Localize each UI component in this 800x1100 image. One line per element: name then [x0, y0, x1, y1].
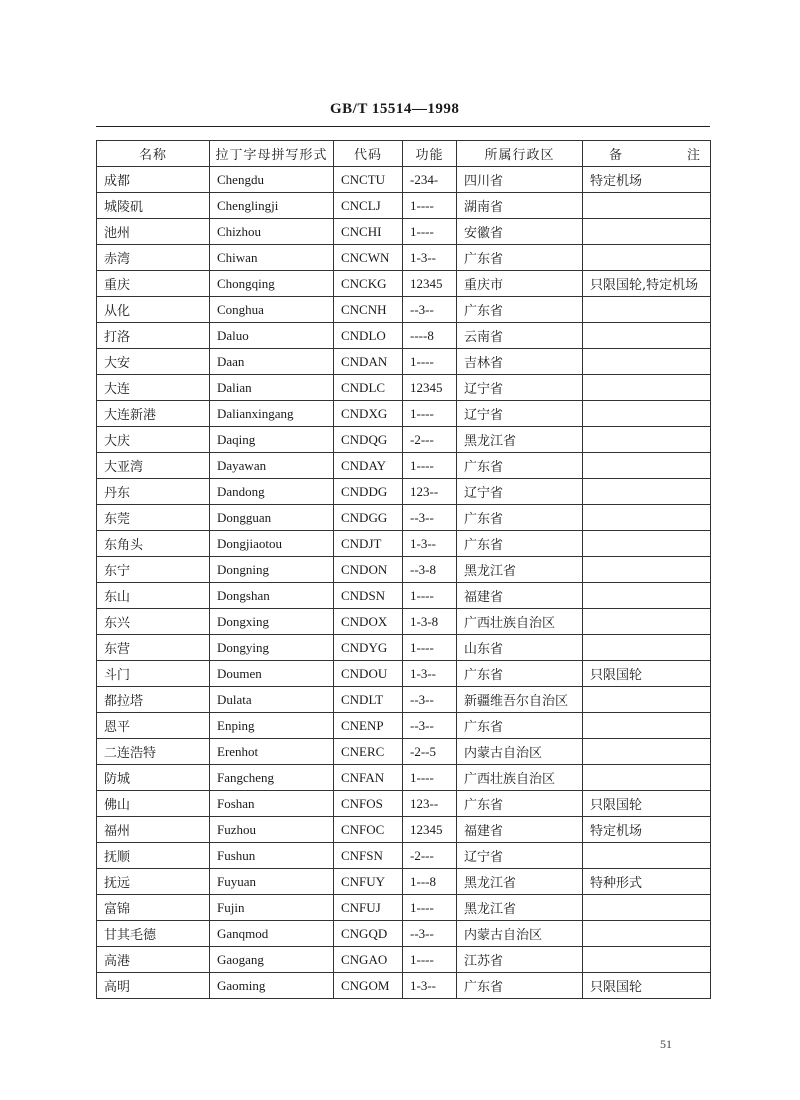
remark-cell	[583, 401, 711, 427]
function-cell: 12345	[403, 817, 457, 843]
place-name-cell: 富锦	[97, 895, 210, 921]
location-code-cell: CNDAY	[334, 453, 403, 479]
remark-cell	[583, 245, 711, 271]
place-name-cell: 池州	[97, 219, 210, 245]
latin-spelling-cell: Daluo	[210, 323, 334, 349]
place-name-cell: 赤湾	[97, 245, 210, 271]
latin-spelling-cell: Dayawan	[210, 453, 334, 479]
latin-spelling-cell: Dongxing	[210, 609, 334, 635]
table-row	[97, 739, 711, 765]
function-cell: 1----	[403, 895, 457, 921]
function-cell: 1----	[403, 193, 457, 219]
function-cell: 1----	[403, 401, 457, 427]
latin-spelling-cell: Fuyuan	[210, 869, 334, 895]
admin-region-cell: 广西壮族自治区	[457, 609, 583, 635]
admin-region-cell: 辽宁省	[457, 375, 583, 401]
place-name-cell: 斗门	[97, 661, 210, 687]
latin-spelling-cell: Daan	[210, 349, 334, 375]
function-cell: 123--	[403, 479, 457, 505]
function-cell: 1----	[403, 349, 457, 375]
function-cell: 1-3--	[403, 531, 457, 557]
table-row	[97, 765, 711, 791]
place-name-cell: 佛山	[97, 791, 210, 817]
remark-cell	[583, 453, 711, 479]
location-code-cell: CNCKG	[334, 271, 403, 297]
remark-cell: 特定机场	[583, 167, 711, 193]
function-cell: 1-3--	[403, 973, 457, 999]
function-cell: --3--	[403, 505, 457, 531]
function-cell: --3--	[403, 713, 457, 739]
remark-cell	[583, 323, 711, 349]
location-code-cell: CNFUJ	[334, 895, 403, 921]
admin-region-cell: 吉林省	[457, 349, 583, 375]
column-header-latin: 拉丁字母拼写形式	[210, 141, 334, 167]
column-header-function: 功能	[403, 141, 457, 167]
remark-cell: 只限国轮	[583, 973, 711, 999]
function-cell: -2--5	[403, 739, 457, 765]
admin-region-cell: 福建省	[457, 817, 583, 843]
header-row	[97, 141, 711, 167]
admin-region-cell: 新疆维吾尔自治区	[457, 687, 583, 713]
remark-cell	[583, 583, 711, 609]
remark-cell	[583, 297, 711, 323]
function-cell: 1----	[403, 947, 457, 973]
remark-cell: 只限国轮	[583, 661, 711, 687]
table-row	[97, 167, 711, 193]
place-name-cell: 东宁	[97, 557, 210, 583]
admin-region-cell: 辽宁省	[457, 843, 583, 869]
location-code-cell: CNDYG	[334, 635, 403, 661]
latin-spelling-cell: Chongqing	[210, 271, 334, 297]
location-code-cell: CNCWN	[334, 245, 403, 271]
location-code-cell: CNFSN	[334, 843, 403, 869]
remark-cell: 只限国轮	[583, 791, 711, 817]
table-row	[97, 921, 711, 947]
place-name-cell: 二连浩特	[97, 739, 210, 765]
place-name-cell: 防城	[97, 765, 210, 791]
remark-cell	[583, 375, 711, 401]
function-cell: -2---	[403, 843, 457, 869]
place-name-cell: 都拉塔	[97, 687, 210, 713]
function-cell: ----8	[403, 323, 457, 349]
place-name-cell: 从化	[97, 297, 210, 323]
latin-spelling-cell: Dalian	[210, 375, 334, 401]
location-code-cell: CNGOM	[334, 973, 403, 999]
function-cell: 12345	[403, 375, 457, 401]
location-code-table	[96, 140, 727, 999]
function-cell: 1-3--	[403, 245, 457, 271]
remark-cell: 特种形式	[583, 869, 711, 895]
table-row	[97, 869, 711, 895]
remark-cell	[583, 609, 711, 635]
function-cell: 1----	[403, 635, 457, 661]
admin-region-cell: 山东省	[457, 635, 583, 661]
table-row	[97, 193, 711, 219]
latin-spelling-cell: Erenhot	[210, 739, 334, 765]
latin-spelling-cell: Doumen	[210, 661, 334, 687]
table-row	[97, 271, 711, 297]
place-name-cell: 大庆	[97, 427, 210, 453]
location-code-cell: CNCHI	[334, 219, 403, 245]
location-code-cell: CNCNH	[334, 297, 403, 323]
function-cell: 1-3-8	[403, 609, 457, 635]
remark-cell	[583, 349, 711, 375]
latin-spelling-cell: Gaogang	[210, 947, 334, 973]
admin-region-cell: 重庆市	[457, 271, 583, 297]
location-code-cell: CNGQD	[334, 921, 403, 947]
place-name-cell: 大安	[97, 349, 210, 375]
admin-region-cell: 福建省	[457, 583, 583, 609]
admin-region-cell: 广东省	[457, 973, 583, 999]
location-code-cell: CNCTU	[334, 167, 403, 193]
latin-spelling-cell: Enping	[210, 713, 334, 739]
place-name-cell: 高港	[97, 947, 210, 973]
admin-region-cell: 黑龙江省	[457, 895, 583, 921]
table-row	[97, 401, 711, 427]
remark-cell	[583, 635, 711, 661]
function-cell: -234-	[403, 167, 457, 193]
latin-spelling-cell: Dandong	[210, 479, 334, 505]
location-code-cell: CNDSN	[334, 583, 403, 609]
admin-region-cell: 广东省	[457, 531, 583, 557]
table-row	[97, 479, 711, 505]
place-name-cell: 成都	[97, 167, 210, 193]
place-name-cell: 高明	[97, 973, 210, 999]
latin-spelling-cell: Dongjiaotou	[210, 531, 334, 557]
latin-spelling-cell: Fushun	[210, 843, 334, 869]
function-cell: 1----	[403, 219, 457, 245]
location-code-cell: CNERC	[334, 739, 403, 765]
table-header	[97, 141, 727, 167]
latin-spelling-cell: Fuzhou	[210, 817, 334, 843]
table-row	[97, 895, 711, 921]
function-cell: 12345	[403, 271, 457, 297]
place-name-cell: 东莞	[97, 505, 210, 531]
table-row	[97, 843, 711, 869]
table-row	[97, 427, 711, 453]
remark-cell	[583, 921, 711, 947]
location-code-cell: CNDDG	[334, 479, 403, 505]
admin-region-cell: 广西壮族自治区	[457, 765, 583, 791]
table-row	[97, 505, 711, 531]
location-code-cell: CNDAN	[334, 349, 403, 375]
standard-number-header: GB/T 15514—1998	[330, 101, 460, 117]
table-row	[97, 817, 711, 843]
function-cell: --3--	[403, 297, 457, 323]
function-cell: 1---8	[403, 869, 457, 895]
latin-spelling-cell: Dalianxingang	[210, 401, 334, 427]
remark-cell	[583, 895, 711, 921]
latin-spelling-cell: Dongning	[210, 557, 334, 583]
column-header-name: 名称	[97, 141, 210, 167]
location-code-cell: CNDXG	[334, 401, 403, 427]
location-code-cell: CNDOU	[334, 661, 403, 687]
latin-spelling-cell: Fujin	[210, 895, 334, 921]
location-code-cell: CNDLT	[334, 687, 403, 713]
table-row	[97, 635, 711, 661]
admin-region-cell: 辽宁省	[457, 479, 583, 505]
place-name-cell: 甘其毛德	[97, 921, 210, 947]
admin-region-cell: 广东省	[457, 713, 583, 739]
remark-cell	[583, 427, 711, 453]
remark-cell	[583, 765, 711, 791]
table-row	[97, 661, 711, 687]
remark-cell	[583, 505, 711, 531]
location-code-cell: CNENP	[334, 713, 403, 739]
table-row	[97, 973, 711, 999]
location-code-cell: CNGAO	[334, 947, 403, 973]
admin-region-cell: 内蒙古自治区	[457, 921, 583, 947]
place-name-cell: 抚远	[97, 869, 210, 895]
location-code-cell: CNDJT	[334, 531, 403, 557]
location-code-cell: CNFOS	[334, 791, 403, 817]
admin-region-cell: 广东省	[457, 505, 583, 531]
latin-spelling-cell: Dongying	[210, 635, 334, 661]
admin-region-cell: 广东省	[457, 297, 583, 323]
table-row	[97, 531, 711, 557]
remark-cell	[583, 687, 711, 713]
place-name-cell: 东兴	[97, 609, 210, 635]
latin-spelling-cell: Chenglingji	[210, 193, 334, 219]
remark-cell	[583, 947, 711, 973]
function-cell: 1----	[403, 583, 457, 609]
table-row	[97, 453, 711, 479]
admin-region-cell: 湖南省	[457, 193, 583, 219]
latin-spelling-cell: Chizhou	[210, 219, 334, 245]
function-cell: --3--	[403, 921, 457, 947]
table-row	[97, 245, 711, 271]
table-row	[97, 375, 711, 401]
admin-region-cell: 云南省	[457, 323, 583, 349]
remark-cell	[583, 739, 711, 765]
latin-spelling-cell: Dongguan	[210, 505, 334, 531]
latin-spelling-cell: Ganqmod	[210, 921, 334, 947]
remark-cell	[583, 193, 711, 219]
latin-spelling-cell: Chiwan	[210, 245, 334, 271]
remark-cell	[583, 557, 711, 583]
latin-spelling-cell: Dulata	[210, 687, 334, 713]
latin-spelling-cell: Dongshan	[210, 583, 334, 609]
location-code-cell: CNDLC	[334, 375, 403, 401]
table-row	[97, 583, 711, 609]
location-code-cell: CNDQG	[334, 427, 403, 453]
function-cell: 123--	[403, 791, 457, 817]
location-code-cell: CNDGG	[334, 505, 403, 531]
remark-cell	[583, 713, 711, 739]
place-name-cell: 大连新港	[97, 401, 210, 427]
place-name-cell: 抚顺	[97, 843, 210, 869]
page-number: 51	[660, 1037, 672, 1051]
column-header-remark: 备 注	[583, 141, 711, 167]
location-code-cell: CNCLJ	[334, 193, 403, 219]
remark-cell: 只限国轮,特定机场	[583, 271, 711, 297]
header-rule	[96, 126, 710, 127]
function-cell: 1----	[403, 453, 457, 479]
location-code-cell: CNFOC	[334, 817, 403, 843]
table-row	[97, 687, 711, 713]
admin-region-cell: 广东省	[457, 791, 583, 817]
admin-region-cell: 黑龙江省	[457, 427, 583, 453]
location-code-cell: CNDLO	[334, 323, 403, 349]
location-code-cell: CNFAN	[334, 765, 403, 791]
admin-region-cell: 黑龙江省	[457, 557, 583, 583]
place-name-cell: 东角头	[97, 531, 210, 557]
table-row	[97, 947, 711, 973]
admin-region-cell: 四川省	[457, 167, 583, 193]
place-name-cell: 大亚湾	[97, 453, 210, 479]
latin-spelling-cell: Fangcheng	[210, 765, 334, 791]
admin-region-cell: 黑龙江省	[457, 869, 583, 895]
latin-spelling-cell: Foshan	[210, 791, 334, 817]
function-cell: --3-8	[403, 557, 457, 583]
admin-region-cell: 广东省	[457, 661, 583, 687]
latin-spelling-cell: Daqing	[210, 427, 334, 453]
admin-region-cell: 广东省	[457, 245, 583, 271]
admin-region-cell: 广东省	[457, 453, 583, 479]
place-name-cell: 东营	[97, 635, 210, 661]
column-header-code: 代码	[334, 141, 403, 167]
admin-region-cell: 辽宁省	[457, 401, 583, 427]
table-row	[97, 323, 711, 349]
remark-cell: 特定机场	[583, 817, 711, 843]
place-name-cell: 城陵矶	[97, 193, 210, 219]
remark-cell	[583, 843, 711, 869]
table-row	[97, 609, 711, 635]
place-name-cell: 重庆	[97, 271, 210, 297]
place-name-cell: 打洛	[97, 323, 210, 349]
remark-cell	[583, 479, 711, 505]
admin-region-cell: 江苏省	[457, 947, 583, 973]
place-name-cell: 丹东	[97, 479, 210, 505]
latin-spelling-cell: Conghua	[210, 297, 334, 323]
function-cell: 1----	[403, 765, 457, 791]
table-row	[97, 791, 711, 817]
admin-region-cell: 安徽省	[457, 219, 583, 245]
place-name-cell: 大连	[97, 375, 210, 401]
latin-spelling-cell: Chengdu	[210, 167, 334, 193]
table-row	[97, 713, 711, 739]
place-name-cell: 福州	[97, 817, 210, 843]
table-row	[97, 349, 711, 375]
remark-cell	[583, 219, 711, 245]
location-code-cell: CNFUY	[334, 869, 403, 895]
place-name-cell: 东山	[97, 583, 210, 609]
column-header-region: 所属行政区	[457, 141, 583, 167]
table-body	[97, 167, 711, 999]
location-code-cell: CNDON	[334, 557, 403, 583]
remark-cell	[583, 531, 711, 557]
table-row	[97, 219, 711, 245]
table-row	[97, 297, 711, 323]
admin-region-cell: 内蒙古自治区	[457, 739, 583, 765]
latin-spelling-cell: Gaoming	[210, 973, 334, 999]
place-name-cell: 恩平	[97, 713, 210, 739]
function-cell: -2---	[403, 427, 457, 453]
location-code-cell: CNDOX	[334, 609, 403, 635]
table-row	[97, 557, 711, 583]
function-cell: --3--	[403, 687, 457, 713]
function-cell: 1-3--	[403, 661, 457, 687]
